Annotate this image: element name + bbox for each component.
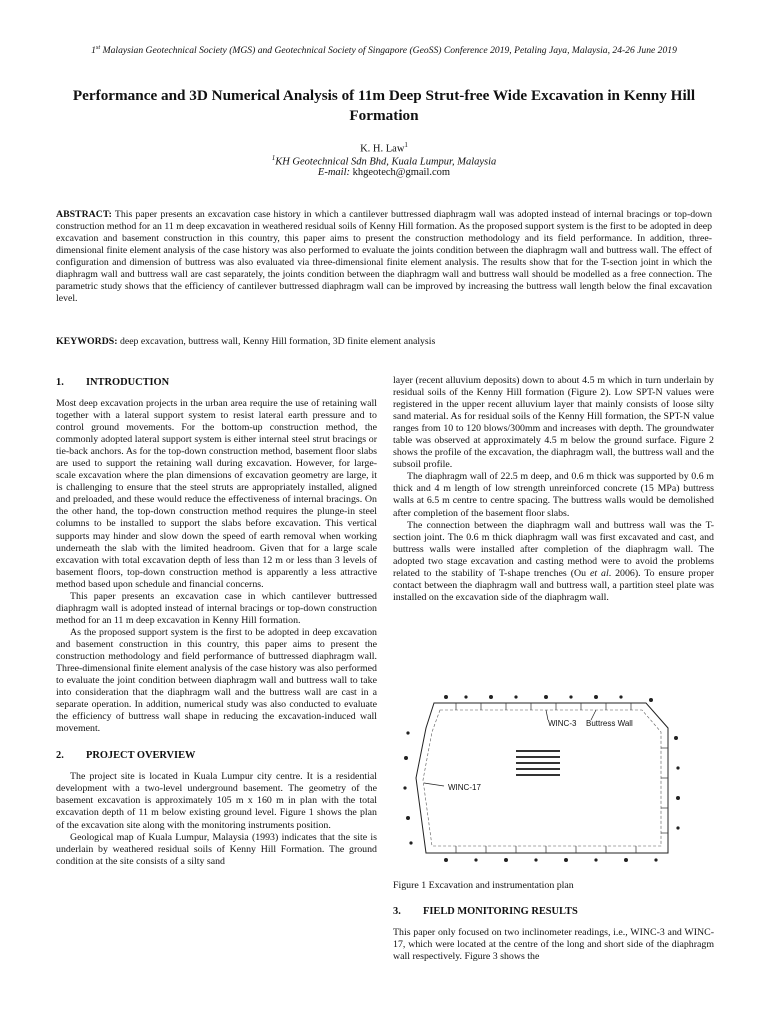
overview-paragraph-4: The diaphragm wall of 22.5 m deep, and 0.6 m thick was supported by 0.6 m thick and 4 m length of low strength unreinforced concrete (15 MPa) buttress walls at 6.5 m centre to centre spacing. The buttress walls would be demolished after completion of the basement floor slabs. [393,471,714,519]
right-column [393,375,714,604]
intro-paragraph-2: This paper presents an excavation case in which cantilever buttressed diaphragm wall is adopted instead of internal bracings or top-down construction method for an 11 m deep excavation in Kenny Hill formation. [56,590,377,626]
section-heading-project-overview: 2. PROJECT OVERVIEW [56,750,196,762]
email-address[interactable]: khgeotech@gmail.com [350,167,451,178]
left-column [56,376,377,868]
overview-paragraph-2: Geological map of Kuala Lumpur, Malaysia (1993) indicates that the site is underlain by weathered residual soils of Kenny Hill Formation. The ground condition at the site consists of a silty sand [56,831,377,867]
running-header: 1st Malaysian Geotechnical Society (MGS) and Geotechnical Society of Singapore (GeoSS) Conference 2019, Petaling Jaya, Malaysia, 24-26 June 2019 [91,44,677,57]
overview-paragraph-5: The connection between the diaphragm wall and buttress wall was the T-section joint. The 0.6 m thick diaphragm wall was first excavated and cast, and buttress walls were installed after completion of the diaphragm wall. The adopted two stage excavation and casting method were to avoid the problems related to the stability of T-shape trenches (Ou et al. 2006). To ensure proper contact between the diaphragm wall and buttress wall, a partition steel plate was installed on the excavation side of the diaphragm wall. [393,519,714,603]
figure-legend [516,750,560,776]
email-line: E-mail: khgeotech@gmail.com [317,167,451,178]
author-line: K. H. Law$^1$ [360,141,408,155]
overview-paragraph-1: The project site is located in Kuala Lumpur city centre. It is a residential development with a two-level underground basement. The geometry of the basement excavation is approximately 105 m x 160 m in plan with the total excavation depth of 11 m below existing ground level. Figure 1 shows the plan of the excavation site along with the monitoring instruments position. [56,771,377,831]
intro-paragraph-1: Most deep excavation projects in the urban area require the use of retaining wall together with a lateral support system to resist lateral earth pressure and to control ground movements. For the bottom-up construction method, the commonly adopted lateral support system is either internal steel strut bracings or tie-back anchors. As for the top-down construction method, basement floor slabs are used to support the retaining wall during excavation. However, for large-scale excavation where the plan dimensions of excavation geometry are large, it is challenging to ensure that the steel struts are appropriately installed, aligned and preloaded, and these would reduce the effectiveness of internal bracings. On the other hand, the top-down construction method requires the plunge-in steel columns to be installed to support the slabs before excavation. This vertical supports may hinder and slow down the speed of earth removal when working underneath the slab with the limited headroom. Given that for a large scale excavation with total excavation depth of less than 12 m or less than 3 levels of basement floors, top-down construction method is apparently a less attractive method based upon schedule and financial concerns. [56,398,377,590]
section-heading-field-monitoring: 3. FIELD MONITORING RESULTS [393,906,578,917]
intro-paragraph-3: As the proposed support system is the first to be adopted in deep excavation and basement construction in this country, this paper aims to present the construction methodology and field performance of buttressed diaphragm wall. Three-dimensional finite element analysis of the case history was also performed to evaluate the joint condition between diaphragm wall and buttress wall to take into consideration that the diaphragm wall and the buttress wall are cast in a separate operation. In addition, numerical study was also conducted to evaluate the efficiency of buttress wall shape in reducing the excavation-induced wall movement. [56,626,377,735]
label-buttress-wall: Buttress Wall [586,719,633,728]
label-winc-3: WINC-3 [548,719,577,728]
affiliation-line: $^1$KH Geotechnical Sdn Bhd, Kuala Lumpur, Malaysia [271,154,497,168]
section-heading-introduction: 1. INTRODUCTION [56,377,170,388]
overview-paragraph-3: layer (recent alluvium deposits) down to about 4.5 m which in turn underlain by residual soils of the Kenny Hill formation (Figure 2). Low SPT-N values were registered in the upper recent alluvium layer that mainly consists of loose silty sand material. As for residual soils of the Kenny Hill formation, the SPT-N value ranges from 10 to 120 blows/300mm and increases with depth. The groundwater table was observed at approximately 4.5 m below the ground surface. Figure 2 shows the profile of the excavation, the diaphragm wall, the buttress wall and the subsoil profile. [393,375,714,471]
keywords: KEYWORDS: deep excavation, buttress wall, Kenny Hill formation, 3D finite element analysis [56,336,436,347]
figure-1-plan [396,688,688,868]
label-winc-17: WINC-17 [448,783,481,792]
figure-1-caption: Figure 1 Excavation and instrumentation plan [393,880,574,891]
diaphragm-wall-line [423,710,661,846]
excavation-plan-drawing [396,688,688,868]
instrument-markers [403,695,680,862]
monitoring-paragraph-1: This paper only focused on two inclinometer readings, i.e., WINC-3 and WINC-17, which were located at the centre of the long and short side of the diaphragm wall respectively. Figure 3 shows the [393,927,714,963]
paper-title: Performance and 3D Numerical Analysis of 11m Deep Strut-free Wide Excavation in Kenny Hill Formation [72,87,696,124]
abstract: ABSTRACT: This paper presents an excavation case history in which a cantilever buttressed diaphragm wall was adopted instead of internal bracings or top-down construction method for an 11 m deep excavation in weathered residual soils of Kenny Hill formation. As the proposed support system is the first to be adopted in deep excavation and basement construction in this country, this paper aims to present the construction methodology and its field performance. In addition, three-dimensional finite element analysis of the case history was also performed to evaluate the joints condition between the diaphragm wall and buttress wall. The effect of configuration and dimension of buttress was also evaluated via three-dimensional finite element analysis. The results show that for the T-section joint in which the diaphragm wall and buttress wall are cast separately, the joints condition between the diaphragm wall and buttress wall should be modelled as a free connection. The parametric study shows that the efficiency of cantilever buttressed diaphragm wall can be improved by increasing the buttress wall length below the final excavation level. [56,209,712,305]
right-column-bottom [393,905,714,963]
